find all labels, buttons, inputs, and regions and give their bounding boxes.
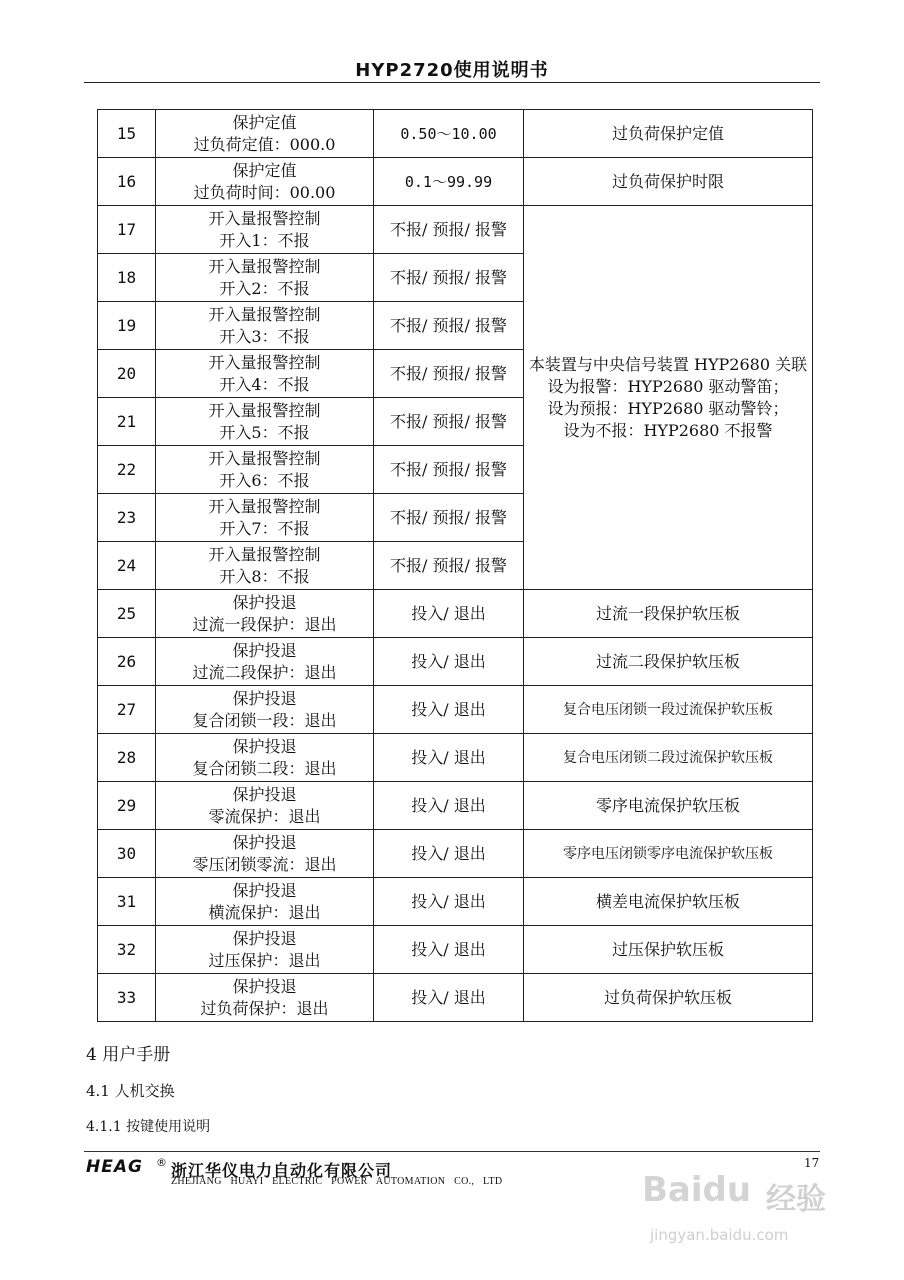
table-row <box>98 878 813 926</box>
parameter-setting: 开入7：不报 <box>219 518 310 538</box>
row-number: 21 <box>98 398 156 446</box>
parameter-setting: 过负荷保护：退出 <box>200 998 329 1018</box>
parameter-group: 开入量报警控制 <box>208 544 321 564</box>
parameter-group: 开入量报警控制 <box>208 304 321 324</box>
parameter-group: 保护投退 <box>232 832 297 852</box>
parameter-group: 保护投退 <box>232 640 297 660</box>
parameter-group: 开入量报警控制 <box>208 256 321 276</box>
description-cell: 零序电流保护软压板 <box>524 782 813 830</box>
row-number: 29 <box>98 782 156 830</box>
range-cell: 投入/ 退出 <box>374 830 524 878</box>
range-cell: 投入/ 退出 <box>374 926 524 974</box>
parameter-cell <box>156 302 374 350</box>
table-row <box>98 926 813 974</box>
company-name-en: ZHEJIANG HUAYI ELECTRIC POWER AUTOMATION CO., LTD <box>171 1176 503 1187</box>
table-row <box>98 782 813 830</box>
row-number: 23 <box>98 494 156 542</box>
parameter-cell <box>156 686 374 734</box>
parameter-cell <box>156 878 374 926</box>
baidu-jingyan-watermark <box>638 1144 858 1264</box>
parameter-table <box>97 109 813 1022</box>
description-cell: 复合电压闭锁二段过流保护软压板 <box>524 734 813 782</box>
row-number: 17 <box>98 206 156 254</box>
description-cell: 过流一段保护软压板 <box>524 590 813 638</box>
parameter-cell <box>156 590 374 638</box>
parameter-cell <box>156 254 374 302</box>
header-rule <box>84 82 820 83</box>
parameter-cell <box>156 206 374 254</box>
table-row <box>98 590 813 638</box>
range-cell: 投入/ 退出 <box>374 734 524 782</box>
table-row <box>98 638 813 686</box>
parameter-group: 保护投退 <box>232 976 297 996</box>
parameter-cell <box>156 830 374 878</box>
page-number: 17 <box>804 1156 820 1170</box>
parameter-setting: 开入8：不报 <box>219 566 310 586</box>
row-number: 33 <box>98 974 156 1022</box>
description-cell: 零序电压闭锁零序电流保护软压板 <box>524 830 813 878</box>
range-cell: 投入/ 退出 <box>374 974 524 1022</box>
description-cell: 过负荷保护软压板 <box>524 974 813 1022</box>
merged-description-line: 设为报警：HYP2680 驱动警笛； <box>547 376 789 396</box>
range-cell: 0.1～99.99 <box>374 158 524 206</box>
merged-description-line: 本装置与中央信号装置 HYP2680 关联 <box>528 354 808 374</box>
row-number: 32 <box>98 926 156 974</box>
watermark-logo: Baidu <box>642 1170 752 1210</box>
range-cell: 0.50～10.00 <box>374 110 524 158</box>
range-cell: 不报/ 预报/ 报警 <box>374 206 524 254</box>
range-cell: 不报/ 预报/ 报警 <box>374 350 524 398</box>
parameter-setting: 开入4：不报 <box>219 374 310 394</box>
parameter-setting: 开入6：不报 <box>219 470 310 490</box>
parameter-group: 保护投退 <box>232 592 297 612</box>
parameter-setting: 过流二段保护：退出 <box>192 662 337 682</box>
parameter-cell <box>156 734 374 782</box>
parameter-group: 开入量报警控制 <box>208 352 321 372</box>
parameter-setting: 零流保护：退出 <box>208 806 321 826</box>
parameter-group: 开入量报警控制 <box>208 208 321 228</box>
parameter-setting: 过负荷定值：000.0 <box>193 134 336 154</box>
watermark-url: jingyan.baidu.com <box>650 1226 789 1244</box>
table-row <box>98 734 813 782</box>
parameter-setting: 复合闭锁二段：退出 <box>192 758 337 778</box>
table-row <box>98 974 813 1022</box>
merged-description-line: 设为不报：HYP2680 不报警 <box>563 420 773 440</box>
parameter-cell <box>156 638 374 686</box>
row-number: 18 <box>98 254 156 302</box>
description-cell: 横差电流保护软压板 <box>524 878 813 926</box>
range-cell: 不报/ 预报/ 报警 <box>374 446 524 494</box>
range-cell: 投入/ 退出 <box>374 686 524 734</box>
parameter-group: 开入量报警控制 <box>208 448 321 468</box>
parameter-setting: 开入2：不报 <box>219 278 310 298</box>
table-row <box>98 206 813 254</box>
range-cell: 不报/ 预报/ 报警 <box>374 398 524 446</box>
parameter-cell <box>156 350 374 398</box>
merged-description-cell <box>524 206 813 590</box>
parameter-cell <box>156 494 374 542</box>
parameter-group: 保护投退 <box>232 736 297 756</box>
table-row <box>98 110 813 158</box>
range-cell: 不报/ 预报/ 报警 <box>374 302 524 350</box>
brand-logo: HEAG <box>86 1157 143 1177</box>
parameter-setting: 开入1：不报 <box>219 230 310 250</box>
parameter-setting: 零压闭锁零流：退出 <box>192 854 337 874</box>
range-cell: 不报/ 预报/ 报警 <box>374 542 524 590</box>
company-name-cn: 浙江华仪电力自动化有限公司 <box>171 1161 393 1180</box>
parameter-cell <box>156 542 374 590</box>
range-cell: 投入/ 退出 <box>374 878 524 926</box>
parameter-group: 保护投退 <box>232 880 297 900</box>
row-number: 25 <box>98 590 156 638</box>
row-number: 27 <box>98 686 156 734</box>
parameter-cell <box>156 782 374 830</box>
parameter-cell <box>156 926 374 974</box>
row-number: 28 <box>98 734 156 782</box>
parameter-cell <box>156 398 374 446</box>
table-row <box>98 830 813 878</box>
row-number: 26 <box>98 638 156 686</box>
parameter-setting: 开入5：不报 <box>219 422 310 442</box>
parameter-group: 保护投退 <box>232 928 297 948</box>
parameter-setting: 开入3：不报 <box>219 326 310 346</box>
description-cell: 复合电压闭锁一段过流保护软压板 <box>524 686 813 734</box>
range-cell: 投入/ 退出 <box>374 638 524 686</box>
parameter-group: 保护定值 <box>232 160 297 180</box>
parameter-group: 保护投退 <box>232 784 297 804</box>
description-cell: 过负荷保护时限 <box>524 158 813 206</box>
row-number: 19 <box>98 302 156 350</box>
parameter-cell <box>156 446 374 494</box>
parameter-cell <box>156 158 374 206</box>
parameter-setting: 复合闭锁一段：退出 <box>192 710 337 730</box>
description-cell: 过负荷保护定值 <box>524 110 813 158</box>
row-number: 16 <box>98 158 156 206</box>
range-cell: 投入/ 退出 <box>374 590 524 638</box>
parameter-setting: 横流保护：退出 <box>208 902 321 922</box>
range-cell: 不报/ 预报/ 报警 <box>374 494 524 542</box>
watermark-label: 经验 <box>766 1182 826 1217</box>
row-number: 20 <box>98 350 156 398</box>
registered-mark: ® <box>156 1156 167 1169</box>
table-row <box>98 158 813 206</box>
parameter-group: 开入量报警控制 <box>208 400 321 420</box>
section-4-heading: 4 用户手册 <box>86 1045 171 1065</box>
parameter-cell <box>156 110 374 158</box>
row-number: 22 <box>98 446 156 494</box>
parameter-group: 保护投退 <box>232 688 297 708</box>
parameter-group: 保护定值 <box>232 112 297 132</box>
table-row <box>98 686 813 734</box>
parameter-table-body <box>98 110 813 1022</box>
row-number: 30 <box>98 830 156 878</box>
range-cell: 投入/ 退出 <box>374 782 524 830</box>
parameter-setting: 过流一段保护：退出 <box>192 614 337 634</box>
row-number: 15 <box>98 110 156 158</box>
page-header-title: HYP2720使用说明书 <box>355 60 549 81</box>
merged-description-line: 设为预报：HYP2680 驱动警铃； <box>547 398 789 418</box>
section-4-1-heading: 4.1 人机交换 <box>86 1082 175 1100</box>
row-number: 31 <box>98 878 156 926</box>
description-cell: 过压保护软压板 <box>524 926 813 974</box>
section-4-1-1-heading: 4.1.1 按键使用说明 <box>86 1119 211 1135</box>
parameter-group: 开入量报警控制 <box>208 496 321 516</box>
parameter-cell <box>156 974 374 1022</box>
parameter-setting: 过压保护：退出 <box>208 950 321 970</box>
parameter-setting: 过负荷时间：00.00 <box>193 182 336 202</box>
description-cell: 过流二段保护软压板 <box>524 638 813 686</box>
row-number: 24 <box>98 542 156 590</box>
range-cell: 不报/ 预报/ 报警 <box>374 254 524 302</box>
